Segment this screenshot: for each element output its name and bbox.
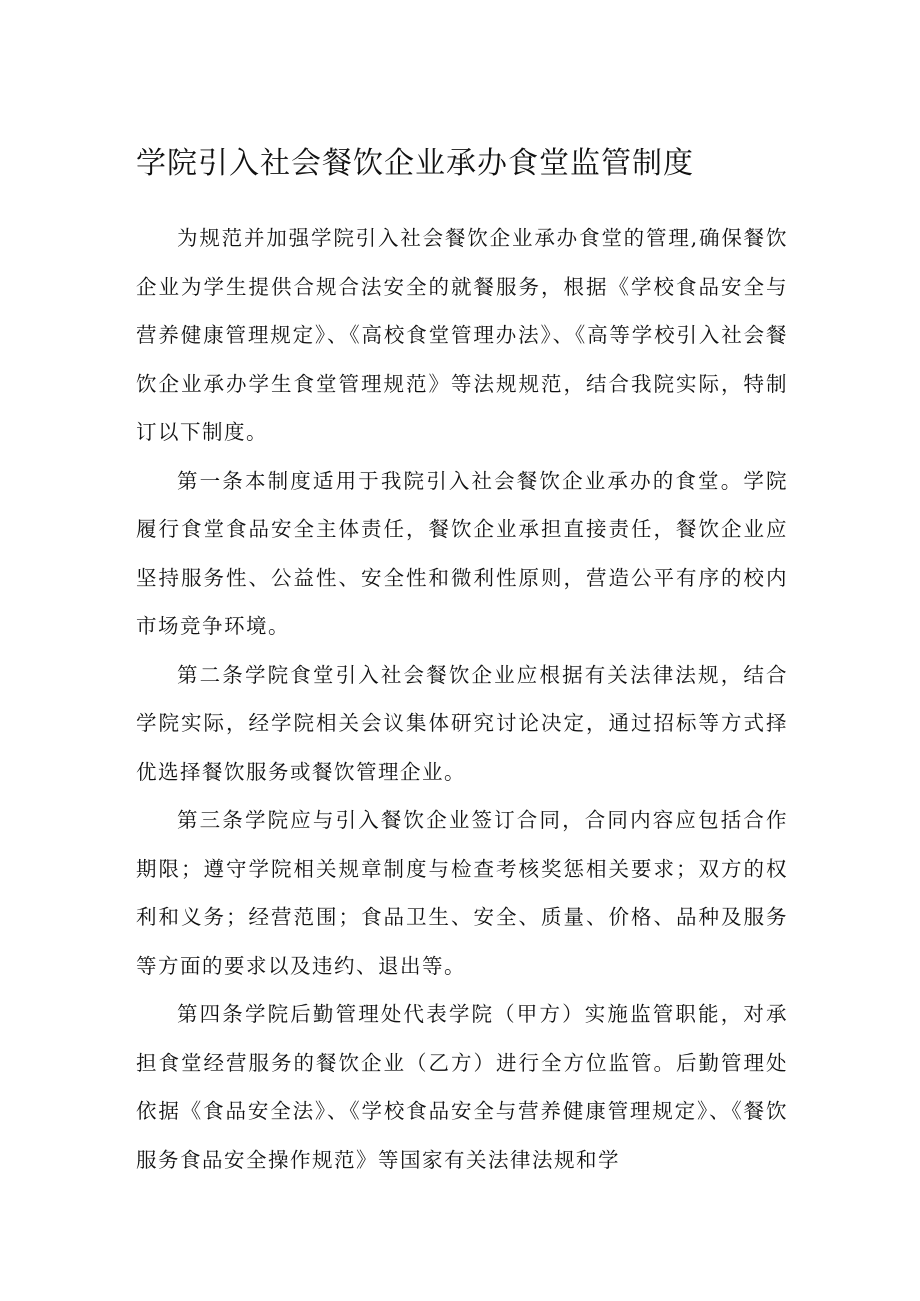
paragraph-article-2: 第二条学院食堂引入社会餐饮企业应根据有关法律法规，结合学院实际，经学院相关会议集体研究讨论决定，通过招标等方式择优选择餐饮服务或餐饮管理企业。 — [136, 662, 788, 784]
paragraph-article-3: 第三条学院应与引入餐饮企业签订合同，合同内容应包括合作期限；遵守学院相关规章制度与检查考核奖惩相关要求；双方的权利和义务；经营范围；食品卫生、安全、质量、价格、品种及服务等方面的要求以及违约、退出等。 — [136, 808, 788, 978]
document-title: 学院引入社会餐饮企业承办食堂监管制度 — [136, 146, 694, 181]
document-body — [136, 214, 788, 1184]
paragraph-article-4: 第四条学院后勤管理处代表学院（甲方）实施监管职能，对承担食堂经营服务的餐饮企业（乙方）进行全方位监管。后勤管理处依据《食品安全法》、《学校食品安全与营养健康管理规定》、《餐饮服务食品安全操作规范》等国家有关法律法规和学 — [136, 1002, 788, 1172]
paragraph-article-1: 第一条本制度适用于我院引入社会餐饮企业承办的食堂。学院履行食堂食品安全主体责任，餐饮企业承担直接责任，餐饮企业应坚持服务性、公益性、安全性和微利性原则，营造公平有序的校内市场竞争环境。 — [136, 468, 788, 638]
paragraph-intro: 为规范并加强学院引入社会餐饮企业承办食堂的管理,确保餐饮企业为学生提供合规合法安全的就餐服务，根据《学校食品安全与营养健康管理规定》、《高校食堂管理办法》、《高等学校引入社会餐饮企业承办学生食堂管理规范》等法规规范，结合我院实际，特制订以下制度。 — [136, 226, 788, 444]
